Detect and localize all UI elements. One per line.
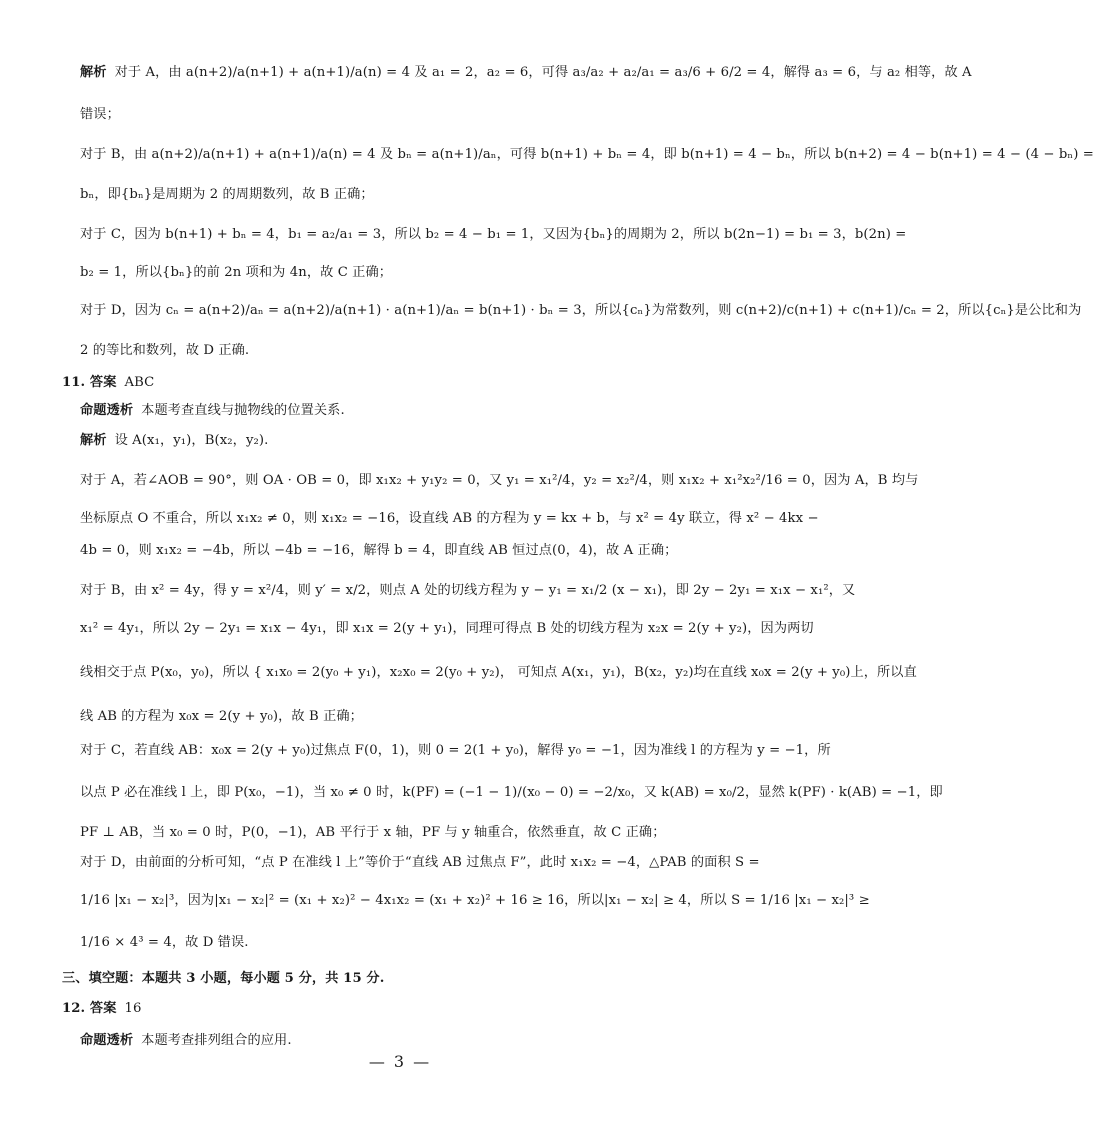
line-text: 本题考查排列组合的应用.	[141, 1033, 292, 1048]
line-text: 以点 P 必在准线 l 上，即 P(x₀，−1)，当 x₀ ≠ 0 时，k(PF) = (−1 − 1)/(x₀ − 0) = −2/x₀，又 k(AB) = x₀/2，显然 k(PF) · k(AB) = −1，即	[80, 785, 943, 800]
text-line	[80, 144, 1094, 166]
line-text: 三、填空题：本题共 3 小题，每小题 5 分，共 15 分.	[62, 971, 385, 986]
line-text: bₙ，即{bₙ}是周期为 2 的周期数列，故 B 正确；	[80, 187, 374, 202]
text-line	[80, 508, 819, 530]
text-line	[62, 998, 748, 1020]
line-text: 16	[124, 1001, 142, 1016]
section-tag: 11. 答案	[62, 375, 117, 390]
text-line	[80, 300, 1082, 322]
text-line	[80, 262, 748, 284]
text-line	[80, 580, 856, 602]
line-text: x₁² = 4y₁，所以 2y − 2y₁ = x₁x − 4y₁，即 x₁x = 2(y + y₁)，同理可得点 B 处的切线方程为 x₂x = 2(y + y₂)，因为两切	[80, 621, 814, 636]
text-line	[80, 618, 814, 640]
text-line	[80, 340, 748, 362]
line-text: 对于 C，因为 b(n+1) + bₙ = 4，b₁ = a₂/a₁ = 3，所以 b₂ = 4 − b₁ = 1，又因为{bₙ}的周期为 2，所以 b(2n−1) = b₁ = 3，b(2n) =	[80, 227, 907, 242]
text-line	[80, 852, 760, 874]
line-text: 坐标原点 O 不重合，所以 x₁x₂ ≠ 0，则 x₁x₂ = −16，设直线 AB 的方程为 y = kx + b，与 x² = 4y 联立，得 x² − 4kx −	[80, 511, 819, 526]
line-text: 错误；	[80, 107, 120, 122]
text-line	[80, 782, 943, 804]
text-line	[62, 372, 748, 394]
line-text: 设 A(x₁，y₁)，B(x₂，y₂).	[114, 433, 269, 448]
line-text: 2 的等比和数列，故 D 正确.	[80, 343, 250, 358]
text-line	[80, 1030, 748, 1052]
text-line	[80, 430, 748, 452]
text-line	[62, 968, 748, 990]
line-text: 对于 A，若∠AOB = 90°，则 OA · OB = 0，即 x₁x₂ + y₁y₂ = 0，又 y₁ = x₁²/4，y₂ = x₂²/4，则 x₁x₂ + x₁²x₂²/16 = 0，因为 A，B 均与	[80, 473, 919, 488]
text-line	[80, 400, 748, 422]
line-text: 对于 C，若直线 AB：x₀x = 2(y + y₀)过焦点 F(0，1)，则 0 = 2(1 + y₀)，解得 y₀ = −1，因为准线 l 的方程为 y = −1，所	[80, 743, 831, 758]
text-line	[80, 184, 748, 206]
line-text: 线 AB 的方程为 x₀x = 2(y + y₀)，故 B 正确；	[80, 709, 363, 724]
section-tag: 命题透析	[80, 403, 134, 418]
text-line	[80, 706, 748, 728]
text-line	[80, 822, 748, 844]
line-text: 对于 A，由 a(n+2)/a(n+1) + a(n+1)/a(n) = 4 及 a₁ = 2，a₂ = 6，可得 a₃/a₂ + a₂/a₁ = a₃/6 + 6/2 = 4，解得 a₃ = 6，与 a₂ 相等，故 A	[114, 65, 972, 80]
line-text: 对于 B，由 a(n+2)/a(n+1) + a(n+1)/a(n) = 4 及 bₙ = a(n+1)/aₙ，可得 b(n+1) + bₙ = 4，即 b(n+1) = 4 − bₙ，所以 b(n+2) = 4 − b(n+1) = 4 − (4 − bₙ) =	[80, 147, 1094, 162]
line-text: 对于 B，由 x² = 4y，得 y = x²/4，则 y′ = x/2，则点 A 处的切线方程为 y − y₁ = x₁/2 (x − x₁)，即 2y − 2y₁ = x₁x − x₁²，又	[80, 583, 856, 598]
line-text: 4b = 0，则 x₁x₂ = −4b，所以 −4b = −16，解得 b = 4，即直线 AB 恒过点(0，4)，故 A 正确；	[80, 543, 678, 558]
line-text: ABC	[124, 375, 155, 390]
line-text: 本题考查直线与抛物线的位置关系.	[141, 403, 345, 418]
line-text: b₂ = 1，所以{bₙ}的前 2n 项和为 4n，故 C 正确；	[80, 265, 393, 280]
section-tag: 解析	[80, 433, 107, 448]
section-tag: 命题透析	[80, 1033, 134, 1048]
section-tag: 12. 答案	[62, 1001, 117, 1016]
text-line	[80, 890, 870, 912]
page-number: — 3 —	[368, 1052, 432, 1071]
line-text: 对于 D，因为 cₙ = a(n+2)/aₙ = a(n+2)/a(n+1) · a(n+1)/aₙ = b(n+1) · bₙ = 3，所以{cₙ}为常数列，则 c(n+2)/c(n+1) + c(n+1)/cₙ = 2，所以{cₙ}是公比和为	[80, 303, 1082, 318]
text-line	[80, 62, 972, 84]
line-text: 1/16 × 4³ = 4，故 D 错误.	[80, 935, 249, 950]
line-text: PF ⊥ AB，当 x₀ = 0 时，P(0，−1)，AB 平行于 x 轴，PF 与 y 轴重合，依然垂直，故 C 正确；	[80, 825, 666, 840]
text-line	[80, 540, 748, 562]
text-line	[80, 932, 748, 954]
text-line	[80, 662, 917, 684]
text-line	[80, 104, 748, 126]
text-line	[80, 740, 831, 762]
line-text: 对于 D，由前面的分析可知，“点 P 在准线 l 上”等价于“直线 AB 过焦点 F”，此时 x₁x₂ = −4，△PAB 的面积 S =	[80, 855, 760, 870]
text-line	[80, 470, 919, 492]
text-line	[80, 224, 907, 246]
section-tag: 解析	[80, 65, 107, 80]
line-text: 线相交于点 P(x₀，y₀)，所以 { x₁x₀ = 2(y₀ + y₁)，x₂x₀ = 2(y₀ + y₂)， 可知点 A(x₁，y₁)，B(x₂，y₂)均在直线 x₀x = 2(y + y₀)上，所以直	[80, 665, 917, 680]
line-text: 1/16 |x₁ − x₂|³，因为|x₁ − x₂|² = (x₁ + x₂)² − 4x₁x₂ = (x₁ + x₂)² + 16 ≥ 16，所以|x₁ − x₂| ≥ 4，所以 S = 1/16 |x₁ − x₂|³ ≥	[80, 893, 870, 908]
